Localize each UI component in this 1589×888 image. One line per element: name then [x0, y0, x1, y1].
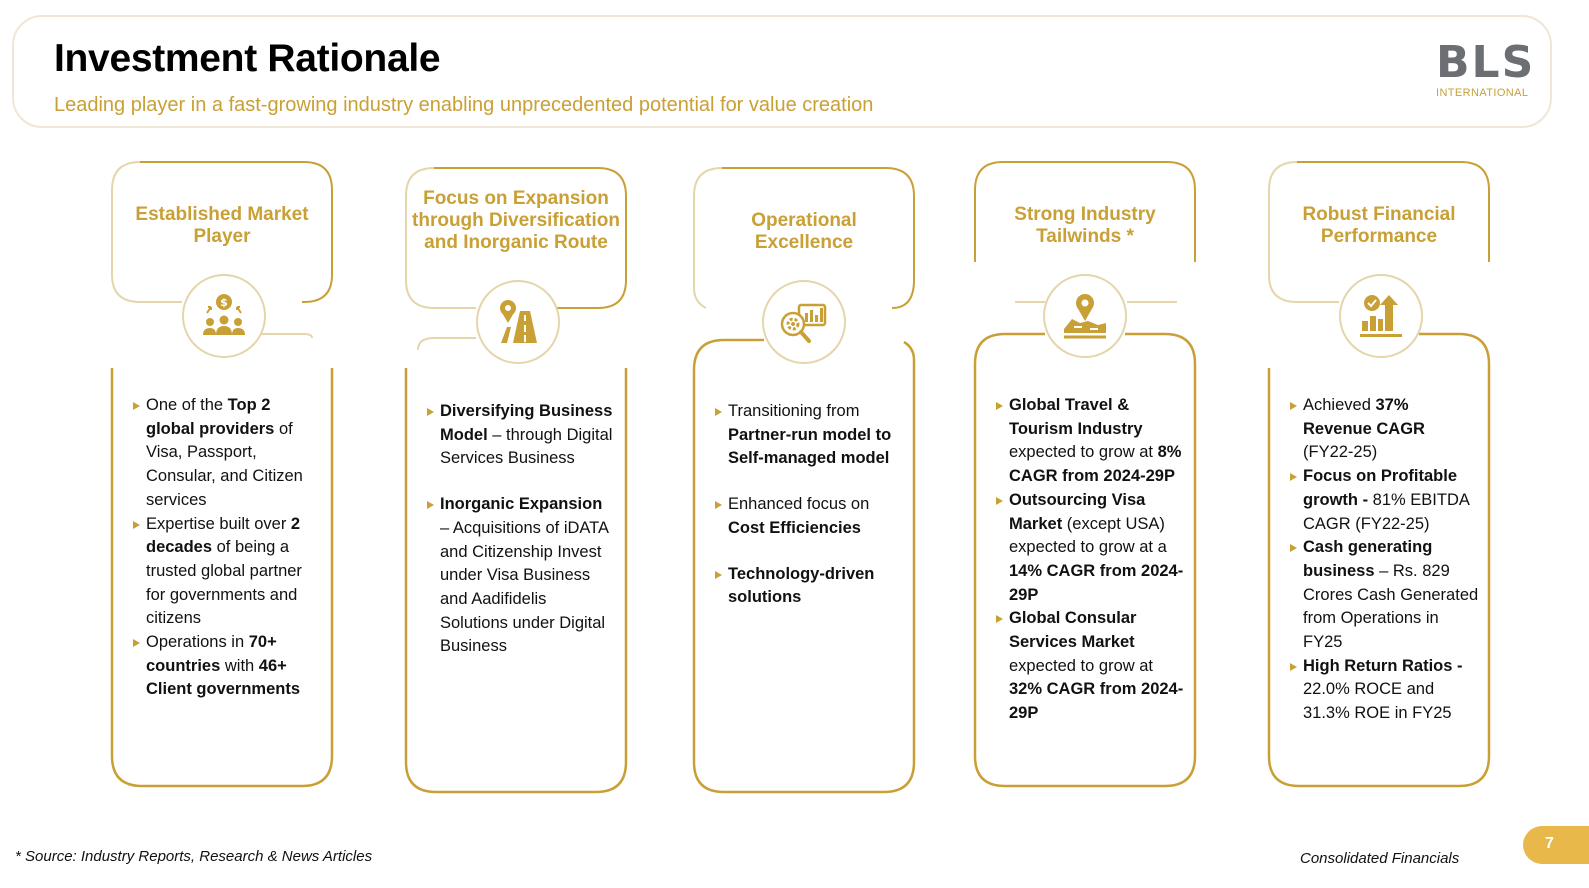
column-robust-financial-performance: [1267, 160, 1491, 794]
bullet-text: Enhanced focus on: [728, 495, 870, 514]
bullet-item: [714, 493, 904, 540]
bullet-item: [1289, 655, 1479, 726]
bullet-text-bold: Partner-run model to Self-managed model: [728, 425, 892, 468]
bullet-item: [995, 607, 1185, 726]
source-footnote: * Source: Industry Reports, Research & News Articles: [15, 848, 373, 865]
bullet-item: [1289, 394, 1479, 465]
column-title: Robust Financial Performance: [1302, 204, 1456, 247]
icon-circle: [182, 274, 266, 358]
icon-circle: [1043, 274, 1127, 358]
bullet-text-bold: Technology-driven solutions: [728, 564, 875, 607]
page-number-badge: [1523, 826, 1589, 864]
page-title: Investment Rationale: [54, 37, 441, 80]
icon-circle: [762, 280, 846, 364]
column-bullets: [132, 394, 322, 702]
bullet-text: – Rs. 829 Crores Cash Generated from Operations in FY25: [1303, 561, 1479, 652]
bullet-text: (FY22-25): [1303, 443, 1378, 462]
page-number: 7: [1545, 835, 1554, 852]
bullet-text: of Visa, Passport, Consular, and Citizen services: [146, 419, 303, 509]
column-bullets: [1289, 394, 1479, 726]
consolidated-note: Consolidated Financials: [1300, 850, 1460, 867]
bullet-text-bold: Global Consular Services Market: [1009, 609, 1137, 652]
column-title: Established Market Player: [135, 204, 309, 247]
bullet-text: – Acquisitions of iDATA and Citizenship Invest under Visa Business and Aadifidelis Solutions under Digital Business: [440, 518, 609, 656]
bullet-text-bold: Cash generating business: [1303, 538, 1433, 580]
bullet-item: [1289, 465, 1479, 536]
bullet-text-bold: 32% CAGR from 2024-29P: [1009, 680, 1184, 723]
bullet-text: Expertise built over: [146, 514, 291, 533]
icon-circle: [1339, 274, 1423, 358]
bullet-item: [426, 493, 616, 659]
growth-chart-icon: [1356, 291, 1406, 341]
column-title: Strong Industry Tailwinds *: [1014, 204, 1156, 247]
bullet-text-bold: Diversifying Business Model: [440, 402, 613, 444]
column-title: Focus on Expansion through Diversification and Inorganic Route: [412, 188, 620, 253]
bullet-text-bold: Top 2 global providers: [146, 396, 275, 438]
bullet-text: (except USA) expected to grow at a: [1009, 514, 1167, 557]
bullet-text-bold: 46+ Client governments: [146, 656, 301, 699]
bullet-item: [426, 400, 616, 471]
bullet-text: – through Digital Services Business: [440, 425, 613, 468]
bullet-text: expected to grow at: [1009, 443, 1158, 462]
svg-text:$: $: [220, 296, 228, 309]
bullet-text-bold: 8% CAGR from 2024-29P: [1009, 443, 1182, 486]
bullet-text-bold: Focus on Profitable growth -: [1303, 467, 1458, 509]
bullet-text: Transitioning from: [728, 402, 860, 420]
bullet-text-bold: 70+ countries: [146, 633, 277, 675]
bullet-text-bold: Outsourcing Visa Market: [1009, 490, 1146, 533]
header-banner: [12, 15, 1552, 128]
bullet-text: One of the: [146, 396, 228, 414]
column-strong-industry-tailwinds: [973, 160, 1197, 794]
column-established-market-player: [110, 160, 334, 794]
bullet-text-bold: 2 decades: [146, 514, 301, 557]
logo-subtext: INTERNATIONAL: [1436, 87, 1529, 99]
money-people-icon: [199, 291, 249, 341]
bullet-text: 22.0% ROCE and 31.3% ROE in FY25: [1303, 680, 1452, 723]
bullet-text: of being a trusted global partner for governments and citizens: [146, 538, 302, 628]
bullet-item: [714, 400, 904, 471]
bullet-item: [132, 394, 322, 513]
bullet-text-bold: High Return Ratios -: [1303, 656, 1463, 675]
bullet-item: [1289, 536, 1479, 655]
bullet-text: Achieved: [1303, 396, 1376, 414]
bullet-text: 81% EBITDA CAGR (FY22-25): [1303, 490, 1469, 533]
bullet-text-bold: Inorganic Expansion: [440, 495, 603, 514]
bullet-text: Operations in: [146, 633, 249, 652]
bullet-text-bold: Cost Efficiencies: [728, 518, 861, 537]
bullet-text: expected to grow at: [1009, 656, 1154, 675]
bullet-text-bold: 14% CAGR from 2024-29P: [1009, 561, 1184, 604]
column-title: Operational Excellence: [751, 210, 857, 253]
page-subtitle: Leading player in a fast-growing industry enabling unprecedented potential for value creation: [54, 94, 874, 116]
column-operational-excellence: [692, 160, 916, 794]
logo-mark: BLS: [1436, 37, 1536, 88]
location-map-icon: [1060, 291, 1110, 341]
icon-circle: [476, 280, 560, 364]
column-focus-on-expansion: [404, 160, 628, 794]
bullet-text: with: [220, 656, 259, 675]
bullet-text-bold: Global Travel & Tourism Industry: [1009, 396, 1143, 438]
bullet-item: [132, 631, 322, 702]
column-bullets: [426, 400, 616, 659]
column-bullets: [714, 400, 904, 610]
bullet-item: [132, 513, 322, 632]
gear-chart-magnifier-icon: [779, 297, 829, 347]
road-map-pin-icon: [493, 297, 543, 347]
bullet-text-bold: 37% Revenue CAGR: [1303, 396, 1425, 438]
bls-logo: [1436, 39, 1536, 109]
column-bullets: [995, 394, 1185, 726]
bullet-item: [995, 489, 1185, 608]
bullet-item: [995, 394, 1185, 489]
bullet-item: [714, 563, 904, 610]
